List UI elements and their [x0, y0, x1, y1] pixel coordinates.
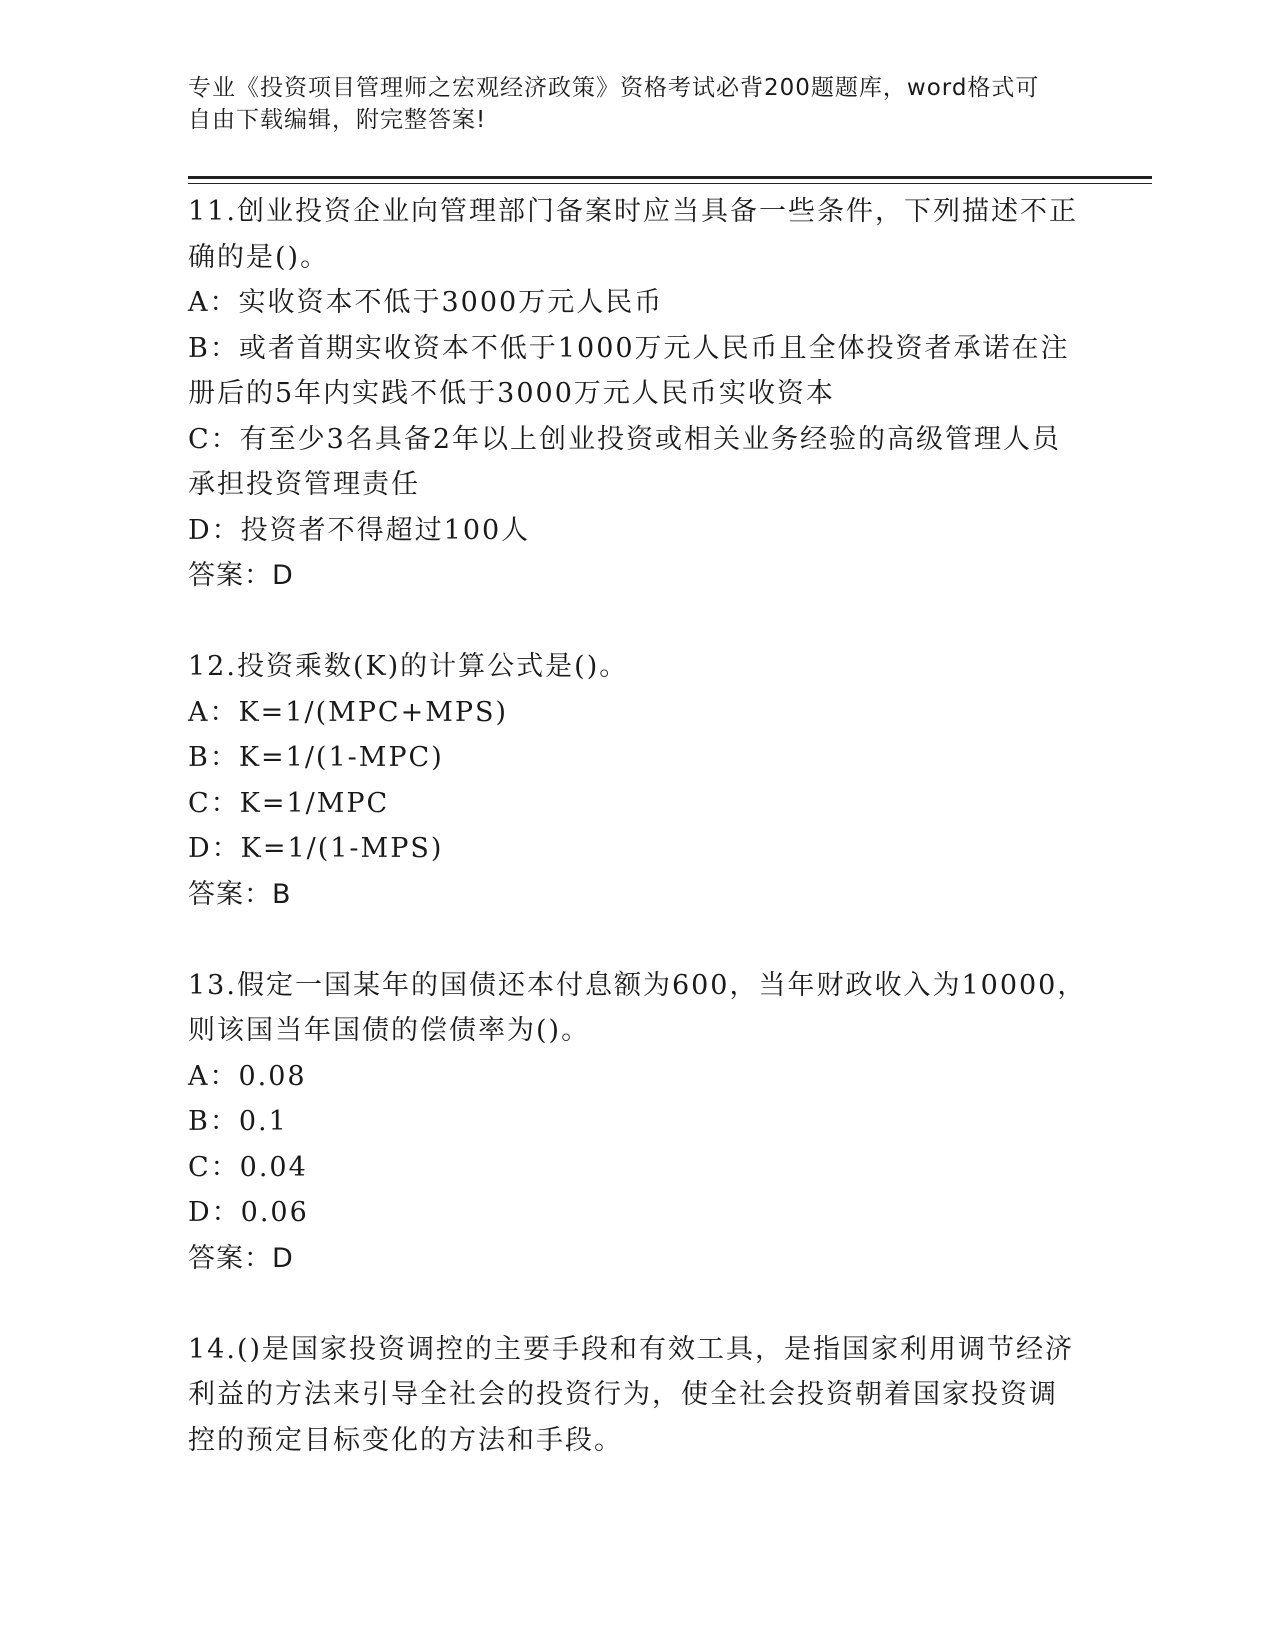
question-list	[188, 189, 1088, 1463]
question-stem: 13.假定一国某年的国债还本付息额为600，当年财政收入为10000，	[188, 969, 1087, 1001]
question-spacer	[188, 599, 1088, 645]
option-d: D：投资者不得超过100人	[188, 514, 531, 546]
option-b: 册后的5年内实践不低于3000万元人民币实收资本	[188, 378, 835, 409]
question-spacer	[188, 1281, 1088, 1327]
option-a: A：0.08	[188, 1060, 307, 1092]
question-12	[188, 644, 1088, 917]
document-header	[188, 72, 1088, 136]
answer-label: 答案：D	[188, 560, 294, 591]
question-stem: 确的是()。	[188, 241, 330, 273]
answer-label: 答案：D	[188, 1242, 294, 1274]
question-stem: 12.投资乘数(K)的计算公式是()。	[188, 651, 629, 682]
answer-label: 答案：B	[188, 878, 292, 910]
header-line-2: 自由下载编辑，附完整答案!	[188, 107, 487, 133]
header-line-1: 专业《投资项目管理师之宏观经济政策》资格考试必背200题题库，word格式可	[188, 75, 1040, 101]
option-c: C：K=1/MPC	[188, 787, 390, 819]
question-stem: 控的预定目标变化的方法和手段。	[188, 1424, 623, 1456]
option-a: A：实收资本不低于3000万元人民币	[188, 287, 664, 318]
option-d: D：K=1/(1-MPS)	[188, 833, 444, 864]
option-d: D：0.06	[188, 1197, 309, 1228]
header-divider-thin	[188, 183, 1152, 184]
question-14	[188, 1327, 1088, 1464]
header-divider-thick	[188, 176, 1152, 179]
question-13	[188, 963, 1088, 1282]
question-spacer	[188, 917, 1088, 963]
question-stem: 14.()是国家投资调控的主要手段和有效工具，是指国家利用调节经济	[188, 1333, 1075, 1365]
question-11	[188, 189, 1088, 599]
option-c: 承担投资管理责任	[188, 469, 420, 500]
question-stem: 11.创业投资企业向管理部门备案时应当具备一些条件，下列描述不正	[188, 196, 1078, 227]
question-stem: 利益的方法来引导全社会的投资行为，使全社会投资朝着国家投资调	[188, 1379, 1058, 1410]
option-b: B：0.1	[188, 1106, 288, 1137]
option-b: B：或者首期实收资本不低于1000万元人民币且全体投资者承诺在注	[188, 332, 1070, 364]
option-c: C：0.04	[188, 1151, 308, 1183]
option-b: B：K=1/(1-MPC)	[188, 742, 444, 773]
option-a: A：K=1/(MPC+MPS)	[188, 696, 509, 728]
option-c: C：有至少3名具备2年以上创业投资或相关业务经验的高级管理人员	[188, 423, 1062, 455]
question-stem: 则该国当年国债的偿债率为()。	[188, 1015, 591, 1046]
